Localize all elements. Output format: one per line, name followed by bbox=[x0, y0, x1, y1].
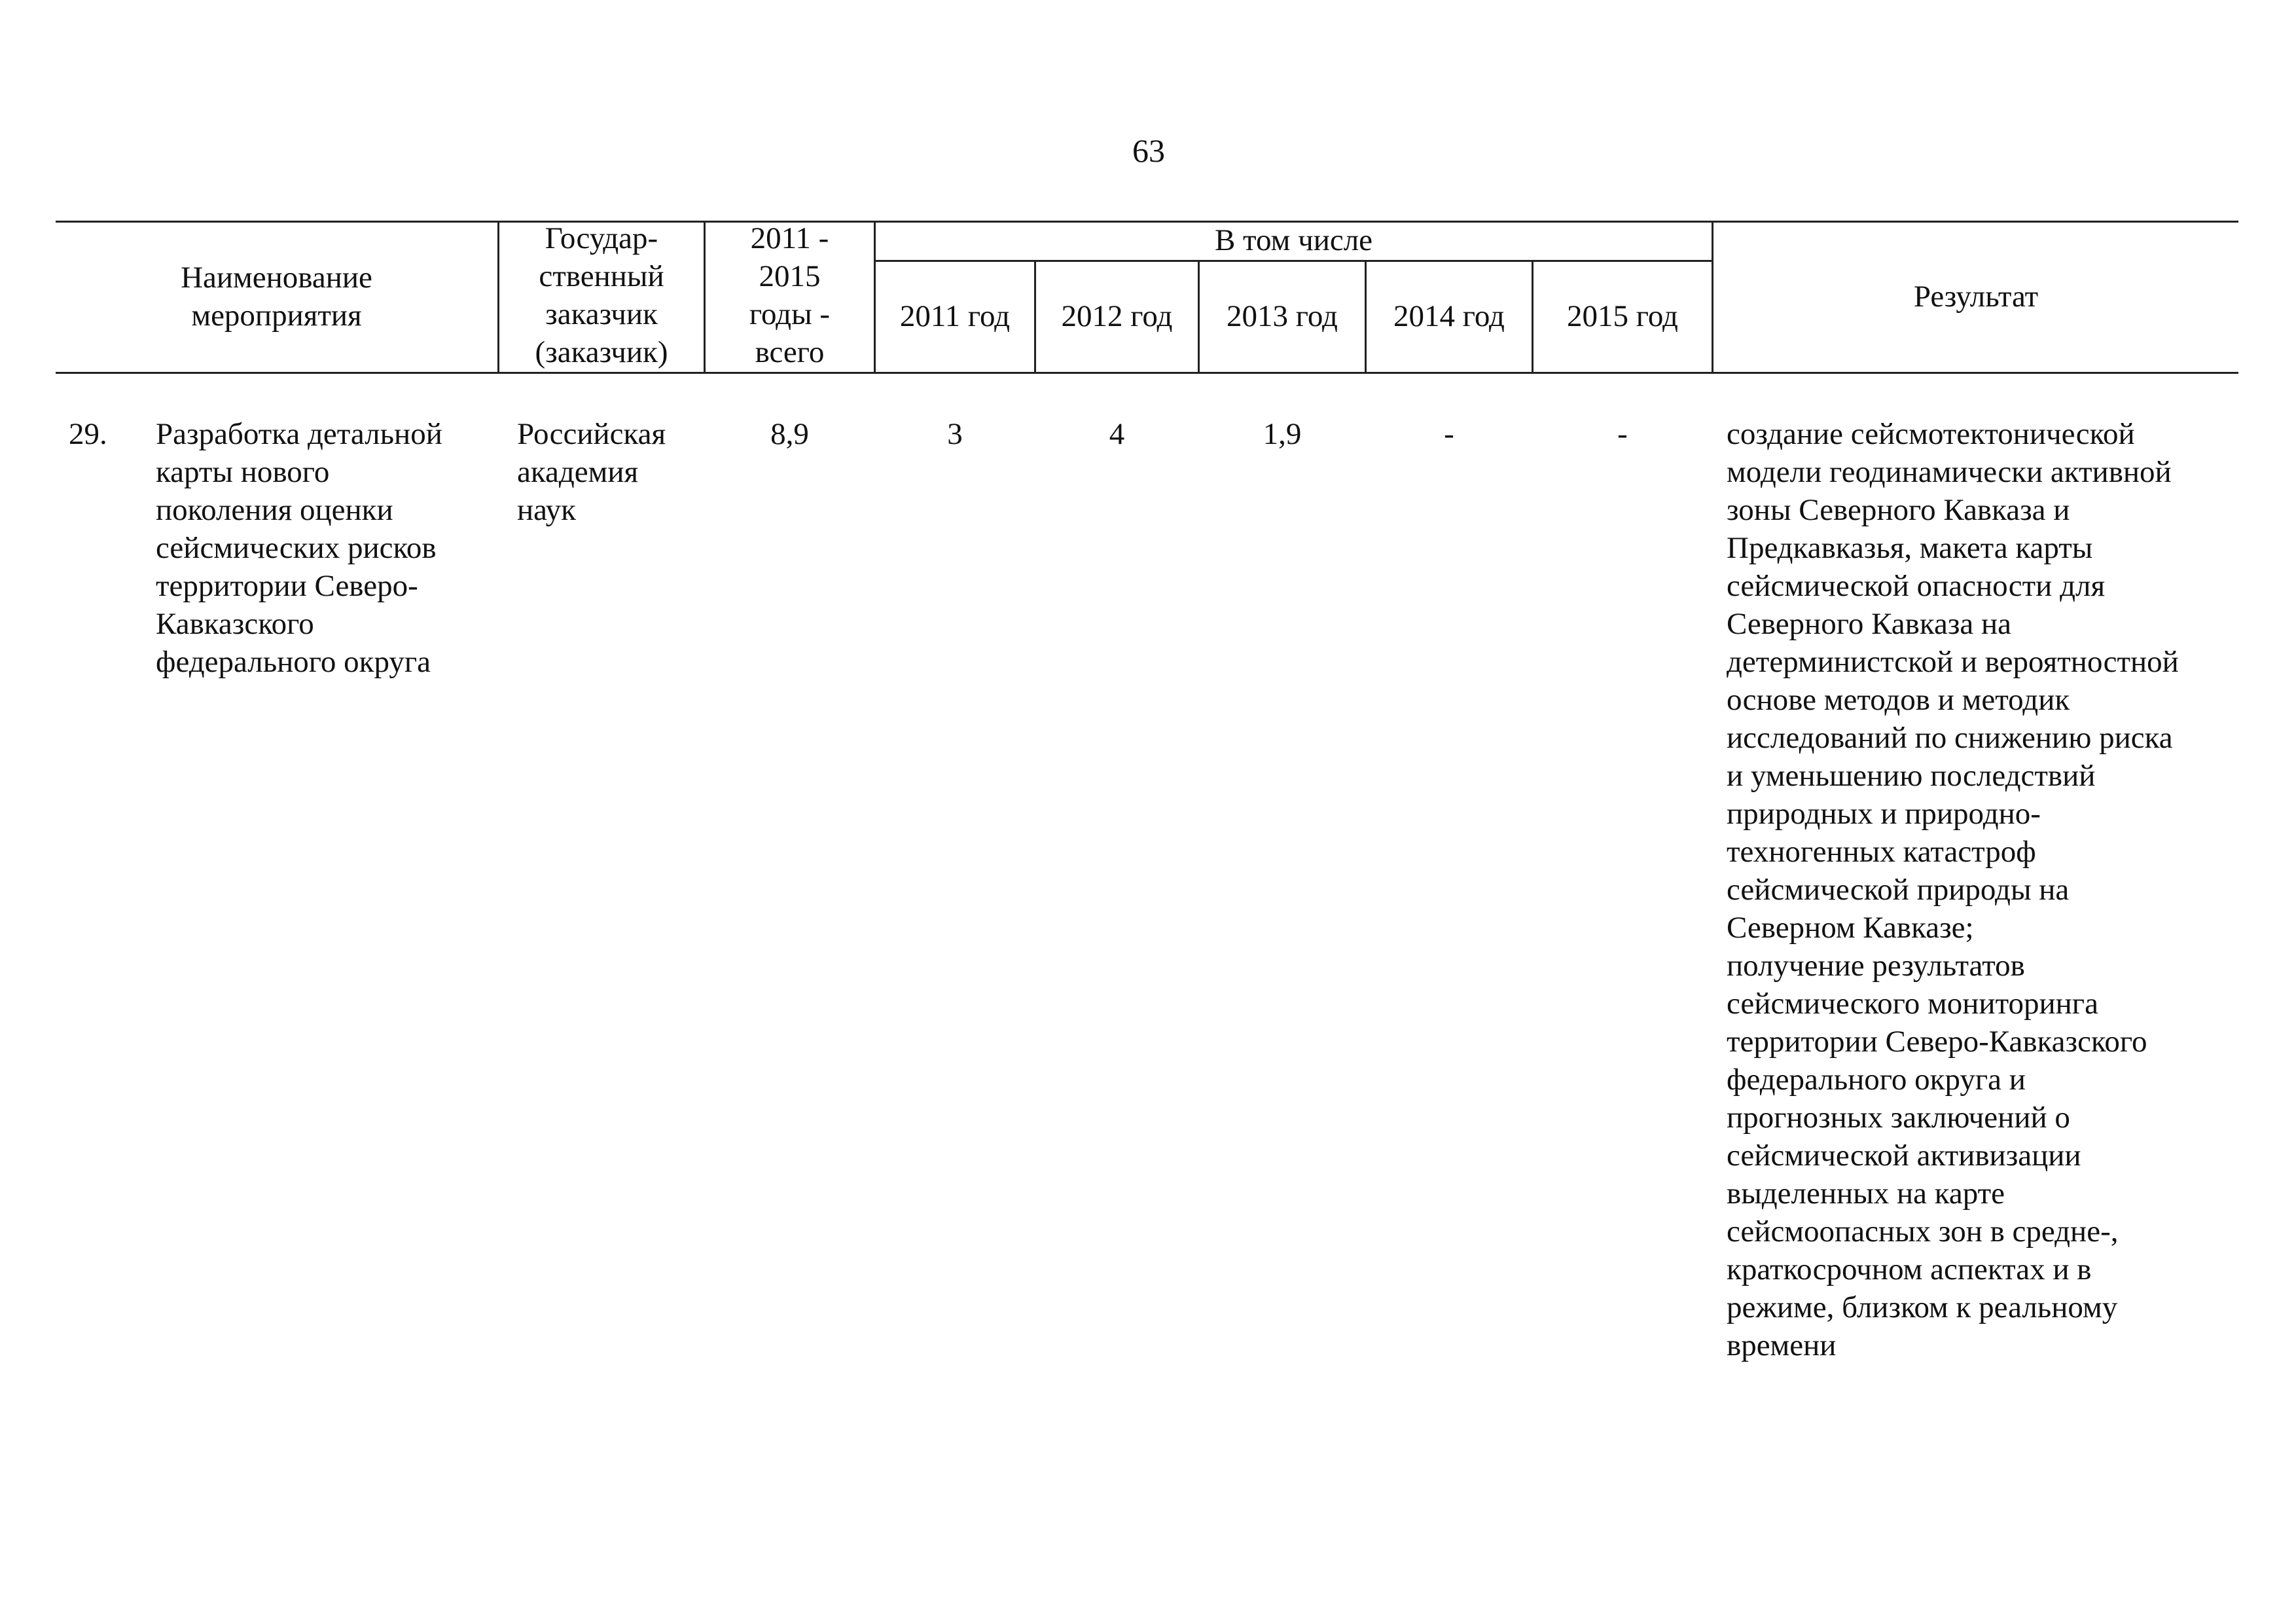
row-result-line: Предкавказья, макета карты bbox=[1727, 531, 2093, 565]
header-bottom-rule bbox=[56, 372, 2238, 374]
row-customer-line: Российская bbox=[517, 417, 666, 451]
header-total-line: 2015 bbox=[759, 259, 821, 293]
header-customer-line: (заказчик) bbox=[535, 335, 668, 369]
row-name-line: карты нового bbox=[156, 455, 330, 489]
row-value-2014: - bbox=[1444, 417, 1454, 451]
row-name-line: поколения оценки bbox=[156, 493, 393, 527]
header-customer-line: ственный bbox=[539, 259, 664, 293]
row-result-line: получение результатов bbox=[1727, 949, 2025, 983]
row-result-line: прогнозных заключений о bbox=[1727, 1101, 2070, 1135]
years-subheader-rule bbox=[874, 260, 1712, 262]
row-result-line: краткосрочном аспектах и в bbox=[1727, 1252, 2092, 1286]
row-total: 8,9 bbox=[770, 417, 809, 451]
header-customer-line: заказчик bbox=[545, 297, 658, 331]
header-year-2012: 2012 год bbox=[1061, 299, 1173, 333]
row-result-line: режиме, близком к реальному bbox=[1727, 1290, 2118, 1324]
row-customer-line: наук bbox=[517, 493, 576, 527]
row-name-line: федерального округа bbox=[156, 645, 431, 679]
row-result-line: сейсмоопасных зон в средне-, bbox=[1727, 1214, 2119, 1249]
header-name-line: Наименование bbox=[181, 261, 372, 295]
row-name-line: Кавказского bbox=[156, 607, 314, 641]
row-result-line: исследований по снижению риска bbox=[1727, 721, 2173, 755]
row-result-line: создание сейсмотектонической bbox=[1727, 417, 2135, 451]
header-name bbox=[56, 259, 497, 335]
row-result-line: сейсмической активизации bbox=[1727, 1139, 2081, 1173]
row-name-line: Разработка детальной bbox=[156, 417, 442, 451]
row-result-line: сейсмической опасности для bbox=[1727, 569, 2106, 603]
row-result-line: сейсмической природы на bbox=[1727, 873, 2070, 907]
header-name-line: мероприятия bbox=[191, 299, 362, 333]
row-result-line: и уменьшению последствий bbox=[1727, 759, 2096, 793]
page-number: 63 bbox=[1132, 132, 1165, 169]
row-result-line: зоны Северного Кавказа и bbox=[1727, 493, 2070, 527]
row-value-2011: 3 bbox=[947, 417, 963, 451]
header-total-line: 2011 - bbox=[750, 221, 829, 255]
row-name-line: территории Северо- bbox=[156, 569, 418, 603]
header-total-line: всего bbox=[755, 335, 825, 369]
row-customer-line: академия bbox=[517, 455, 639, 489]
header-customer bbox=[499, 219, 704, 371]
row-value-2015: - bbox=[1617, 417, 1628, 451]
row-result-line: времени bbox=[1727, 1328, 1837, 1362]
header-result: Результат bbox=[1913, 280, 2039, 314]
header-year-2015: 2015 год bbox=[1567, 299, 1678, 333]
row-result-line: федерального округа и bbox=[1727, 1063, 2026, 1097]
row-result bbox=[1727, 415, 2237, 1364]
row-result-line: природных и природно- bbox=[1727, 797, 2041, 831]
header-year-2013: 2013 год bbox=[1227, 299, 1338, 333]
row-number: 29. bbox=[69, 417, 107, 451]
row-value-2013: 1,9 bbox=[1263, 417, 1302, 451]
header-including: В том числе bbox=[1214, 223, 1373, 257]
row-customer bbox=[517, 415, 700, 529]
row-result-line: Северного Кавказа на bbox=[1727, 607, 2012, 641]
header-year-2011: 2011 год bbox=[899, 299, 1011, 333]
row-result-line: выделенных на карте bbox=[1727, 1176, 2005, 1211]
row-result-line: сейсмического мониторинга bbox=[1727, 987, 2098, 1021]
row-result-line: техногенных катастроф bbox=[1727, 835, 2036, 869]
row-result-line: Северном Кавказе; bbox=[1727, 911, 1974, 945]
row-result-line: основе методов и методик bbox=[1727, 683, 2070, 717]
header-year-2014: 2014 год bbox=[1393, 299, 1505, 333]
row-result-line: детерминистской и вероятностной bbox=[1727, 645, 2179, 679]
row-result-line: территории Северо-Кавказского bbox=[1727, 1025, 2147, 1059]
header-total-line: годы - bbox=[749, 297, 831, 331]
row-name bbox=[156, 415, 496, 681]
header-customer-line: Государ- bbox=[545, 221, 658, 255]
row-result-line: модели геодинамически активной bbox=[1727, 455, 2172, 489]
row-name-line: сейсмических рисков bbox=[156, 531, 437, 565]
row-value-2012: 4 bbox=[1109, 417, 1125, 451]
header-total bbox=[706, 219, 874, 371]
